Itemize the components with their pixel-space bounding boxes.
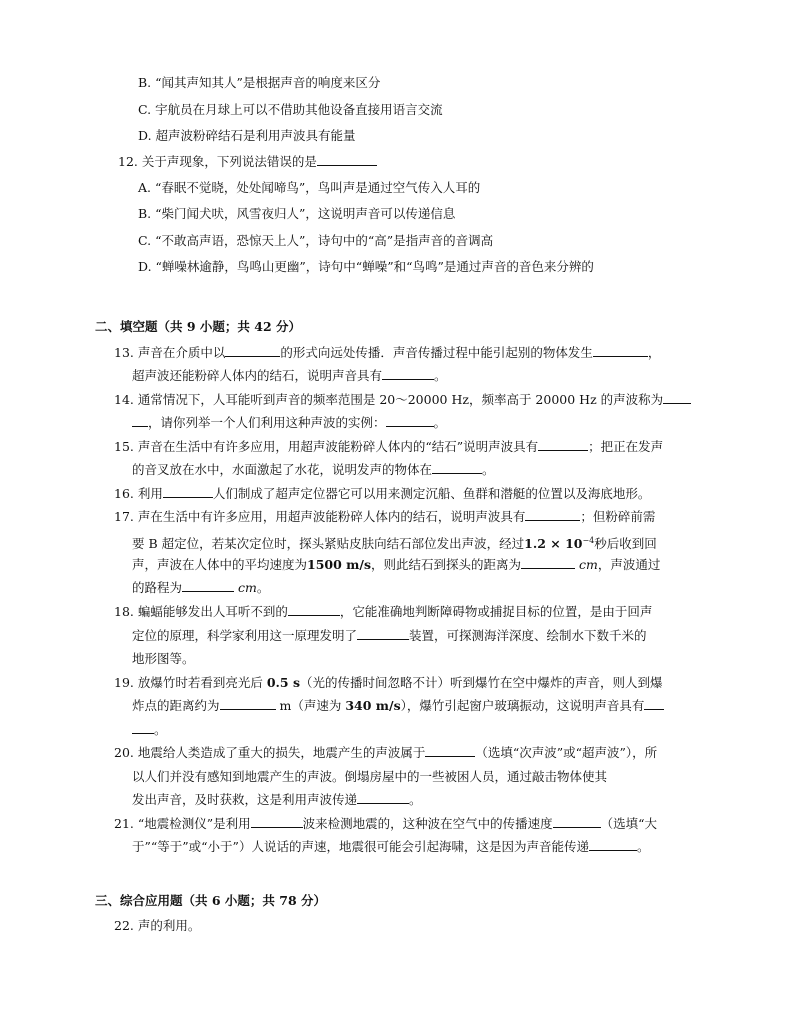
q14-line2 (132, 414, 446, 432)
q18-line1 (114, 603, 652, 621)
answer-blank[interactable] (225, 344, 280, 357)
q16-text: 16. 利用 (114, 486, 163, 501)
q21-text: 波来检测地震的，这种波在空气中的传播速度 (302, 816, 553, 831)
answer-blank[interactable] (220, 697, 276, 710)
q15-line2 (132, 461, 495, 479)
answer-blank[interactable] (521, 556, 575, 569)
q18-line2 (132, 627, 647, 645)
q20-text: 发出声音，及时获救，这是利用声波传递 (132, 792, 358, 807)
q19-math: 340 m/s (345, 698, 401, 713)
q12-option-c: C. “不敢高声语，恐惊天上人”，诗句中的“高”是指声音的音调高 (138, 233, 494, 248)
q11-option-b: B. “闻其声知其人”是根据声音的响度来区分 (138, 75, 381, 90)
q17-text: 秒后收到回 (594, 536, 657, 552)
q19-text: m（声速为 (279, 698, 342, 713)
q17-text: ，则此结石到探头的距离为 (371, 557, 522, 572)
answer-blank[interactable] (432, 461, 482, 474)
answer-blank[interactable] (163, 485, 213, 498)
q20-line3 (132, 791, 422, 809)
q14-text: ，请你列举一个人们利用这种声波的实例： (148, 415, 386, 430)
q20-line2: 以人们并没有感知到地震产生的声波。倒塌房屋中的一些被困人员，通过敲击物体使其 (132, 769, 608, 784)
q14-text: 。 (433, 415, 447, 430)
q19-line2 (132, 697, 664, 715)
q16-line1 (114, 485, 650, 503)
q17-text: 17. 声在生活中有许多应用，用超声波能粉碎人体内的结石，说明声波具有 (114, 509, 526, 524)
q22-line1: 22. 声的利用。 (114, 918, 201, 933)
q17-text: 的路程为 (132, 580, 183, 595)
answer-blank[interactable] (386, 414, 434, 427)
q16-text: 人们制成了超声定位器它可以用来测定沉船、鱼群和潜艇的位置以及海底地形。 (212, 486, 651, 501)
q20-text: （选填“次声波”或“超声波”），所 (475, 745, 658, 760)
answer-blank[interactable] (132, 721, 154, 734)
q17-math: 1.2 × 10 (524, 536, 583, 552)
q12-option-d: D. “蝉噪林逾静，鸟鸣山更幽”，诗句中“蝉噪”和“鸟鸣”是通过声音的音色来分辨的 (138, 259, 594, 274)
q12-option-b: B. “柴门闻犬吠，风雪夜归人”，这说明声音可以传递信息 (138, 206, 456, 221)
q13-text: 的形式向远处传播．声音传播过程中能引起别的物体发生 (280, 345, 593, 360)
answer-blank[interactable] (593, 344, 648, 357)
q19-text: ），爆竹引起窗户玻璃振动，这说明声音具有 (400, 698, 645, 713)
q14-text: 14. 通常情况下，人耳能听到声音的频率范围是 20～20000 Hz，频率高于 20000 Hz 的声波称为 (114, 392, 664, 407)
q21-text: 。 (636, 839, 650, 854)
q13-text: 超声波还能粉碎人体内的结石，说明声音具有 (132, 368, 383, 383)
q11-option-d: D. 超声波粉碎结石是利用声波具有能量 (138, 128, 356, 143)
q18-text: 定位的原理，科学家利用这一原理发明了 (132, 628, 358, 643)
section-3-title: 三、综合应用题（共 6 小题；共 78 分） (95, 893, 327, 908)
answer-blank[interactable] (589, 838, 637, 851)
answer-blank[interactable] (317, 153, 377, 166)
q12-stem-text: 12. 关于声现象，下列说法错误的是 (118, 154, 317, 169)
q21-text: 21. “地震检测仪”是利用 (114, 816, 251, 831)
answer-blank[interactable] (538, 438, 588, 451)
q18-line3: 地形图等。 (132, 651, 195, 666)
answer-blank[interactable] (553, 815, 601, 828)
q20-line1 (114, 744, 657, 762)
q17-text: ；但粉碎前需 (580, 509, 656, 524)
q15-text: 的音叉放在水中，水面激起了水花，说明发声的物体在 (132, 462, 433, 477)
answer-blank[interactable] (382, 367, 434, 380)
q19-text: 。 (154, 722, 167, 737)
q21-text: （选填“大 (600, 816, 658, 831)
q17-text: 。 (256, 580, 270, 595)
q18-text: 18. 蝙蝠能够发出人耳听不到的 (114, 604, 288, 619)
q19-line3 (132, 721, 167, 739)
q21-line2 (132, 838, 649, 856)
q13-text: 13. 声音在介质中以 (114, 345, 226, 360)
q15-text: ；把正在发声 (588, 439, 664, 454)
q13-text: 。 (434, 368, 447, 383)
q17-line3 (132, 556, 660, 574)
q21-text: 于”“等于”或“小于”）人说话的声速，地震很可能会引起海啸，这是因为声音能传递 (132, 839, 589, 854)
q19-text: 19. 放爆竹时若看到亮光后 (114, 675, 263, 690)
answer-blank[interactable] (357, 791, 409, 804)
q11-option-c: C. 宇航员在月球上可以不借助其他设备直接用语言交流 (138, 102, 443, 117)
q17-text: 声，声波在人体中的平均速度为 (132, 557, 308, 572)
answer-blank[interactable] (425, 744, 475, 757)
q17-line1 (114, 508, 655, 526)
q12-option-a: A. “春眠不觉晓，处处闻啼鸟”，鸟叫声是通过空气传入人耳的 (138, 180, 481, 195)
q21-line1 (114, 815, 657, 833)
q15-line1 (114, 438, 663, 456)
q19-text: 炸点的距离约为 (132, 698, 220, 713)
answer-blank[interactable] (357, 627, 409, 640)
q15-text: 15. 声音在生活中有许多应用，用超声波能粉碎人体内的“结石”说明声波具有 (114, 439, 539, 454)
q13-line2 (132, 367, 447, 385)
q12-stem (118, 153, 377, 171)
q19-line1 (114, 674, 663, 692)
q20-text: 20. 地震给人类造成了重大的损失，地震产生的声波属于 (114, 745, 426, 760)
answer-blank[interactable] (132, 414, 148, 427)
q17-line2 (132, 532, 657, 553)
answer-blank[interactable] (663, 391, 691, 404)
q13-line1 (114, 344, 660, 362)
section-2-title: 二、填空题（共 9 小题；共 42 分） (95, 319, 302, 334)
q17-line4 (132, 579, 269, 597)
q13-text: ， (647, 345, 661, 360)
q18-text: 装置，可探测海洋深度、绘制水下数千米的 (409, 628, 647, 643)
answer-blank[interactable] (251, 815, 303, 828)
q14-line1 (114, 391, 691, 409)
q18-text: ，它能准确地判断障碍物或捕捉目标的位置，是由于回声 (339, 604, 653, 619)
answer-blank[interactable] (525, 508, 580, 521)
q17-unit: cm (238, 580, 257, 595)
q17-exponent: −4 (582, 536, 595, 545)
q20-text: 。 (409, 792, 422, 807)
q17-text: 要 B 超定位，若某次定位时，探头紧贴皮肤向结石部位发出声波，经过 (132, 536, 525, 552)
q19-math: 0.5 s (266, 675, 300, 690)
q19-text: （光的传播时间忽略不计）听到爆竹在空中爆炸的声音，则人到爆 (299, 675, 663, 690)
q17-text: ，声波通过 (597, 557, 661, 572)
answer-blank[interactable] (182, 579, 234, 592)
answer-blank[interactable] (288, 603, 340, 616)
q15-text: 。 (482, 462, 495, 477)
q17-unit: cm (579, 557, 598, 572)
q17-math: 1500 m/s (307, 557, 371, 572)
answer-blank[interactable] (644, 697, 664, 710)
